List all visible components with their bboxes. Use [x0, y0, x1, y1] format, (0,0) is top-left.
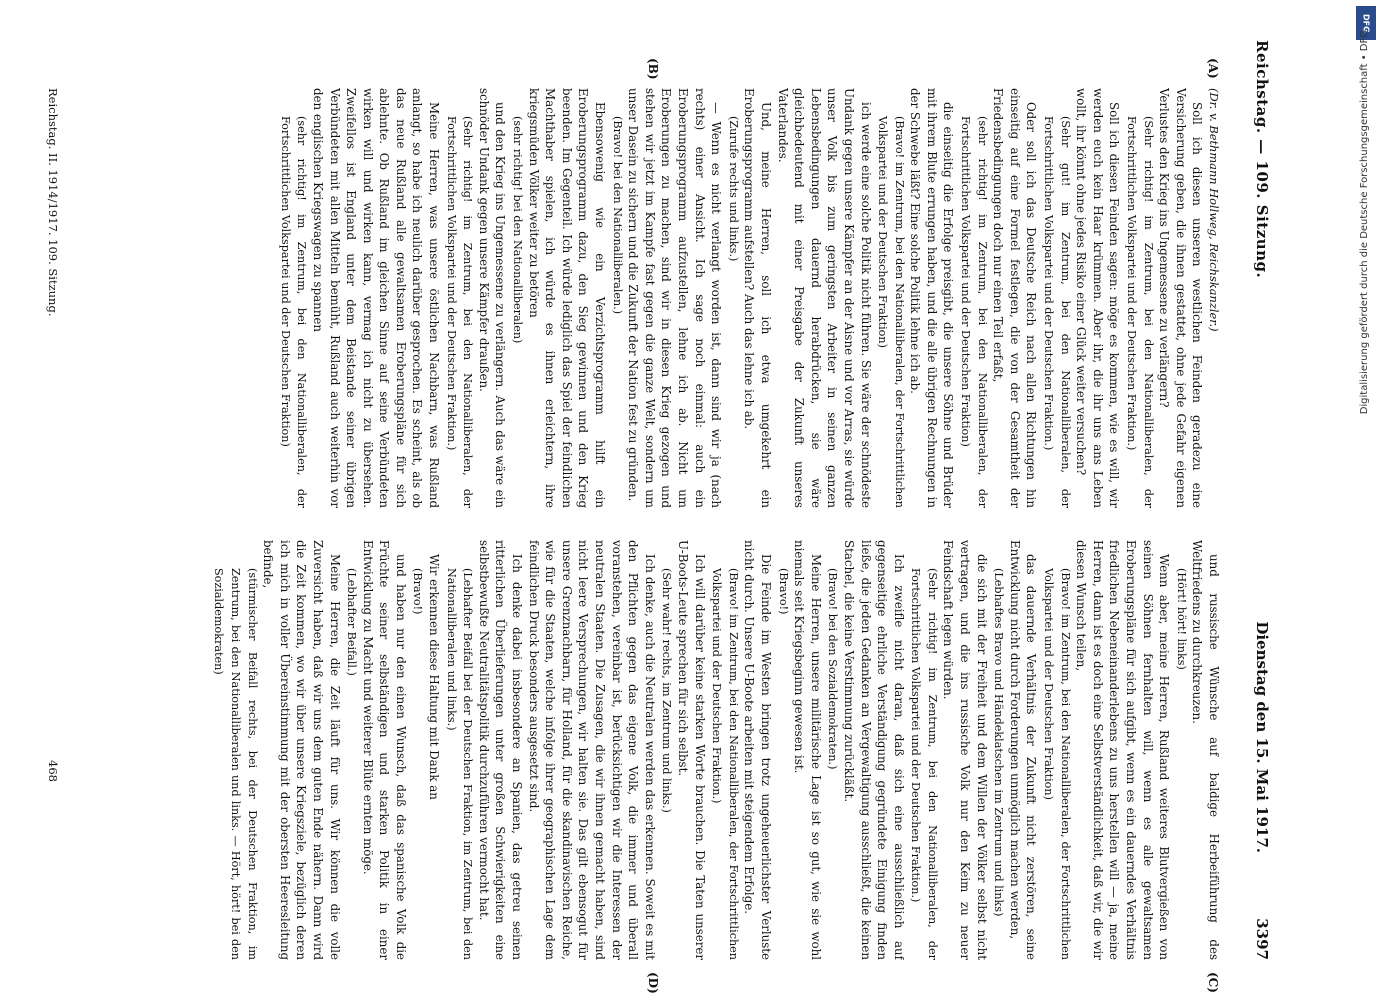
- speech-paragraph: das dauernde Verhältnis der Zukunft nicht zerstören, seine Entwicklung nicht durch Forderungen unmöglich machen werden,: [1007, 540, 1039, 960]
- speech-paragraph: Und, meine Herren, soll ich etwa umgekehrt ein Eroberungsprogramm aufstellen? Auch das lehne ich ab.: [742, 88, 773, 508]
- speech-paragraph: Die Feinde im Westen bringen trotz ungeheuerlichster Verluste nicht durch. Unsere U-Boote arbeiten mit steigendem Erfolge.: [742, 540, 773, 960]
- speech-paragraph: Soll ich diesen Feinden sagen: möge es kommen, wie es will, wir werden euch kein Haar krümmen. Aber ihr, die ihr uns ans Leben wollt, ihr könnt ohne jedes Risiko einer Glück weiter versuchen?: [1074, 88, 1122, 508]
- speech-paragraph: die sich mit der Freiheit und dem Willen der Völker selbst nicht vertragen, und die ins russische Volk nur den Keim zu neuer Feindschaft legen würden.: [941, 540, 989, 960]
- speech-paragraph: Ebensowenig wie ein Verzichtsprogramm hilft ein Eroberungsprogramm dazu, den Sieg gewinnen und den Krieg beenden. Im Gegenteil. Ich würde lediglich das Spiel der feindlichen Machthaber spielen, ich würde es ihnen erleichtern, ihre kriegsmüden Völker weiter zu betören: [526, 88, 608, 508]
- speech-paragraph: und den Krieg ins Ungemessene zu verlängern. Auch das wäre ein schnöder Undank gegen unsere Kämpfer draußen.: [476, 88, 508, 508]
- speaker-note: (Dr. v. Bethmann Hollweg, Reichskanzler.): [1207, 88, 1221, 332]
- speech-paragraph: Wir erkennen diese Haltung mit Dank an: [427, 554, 442, 800]
- reaction-note: (sehr richtig! bei den Nationalliberalen): [511, 116, 525, 344]
- reaction-note: (sehr richtig! im Zentrum, bei den Nationalliberalen, der Fortschrittlichen Volkspartei und der Deutschen Fraktion): [278, 116, 309, 508]
- margin-marker-d: (D): [646, 972, 660, 994]
- reaction-note: (sehr richtig! im Zentrum, bei den Nationalliberalen, der Fortschrittlichen Volkspartei und der Deutschen Fraktion): [959, 116, 989, 508]
- reaction-note: (Sehr richtig! im Zentrum, bei den Nationalliberalen, der Fortschrittlichen Volkspartei und der Deutschen Fraktion.): [444, 116, 475, 508]
- reaction-note: (Lebhafter Beifall.): [345, 568, 359, 676]
- reaction-note: (Sehr richtig! im Zentrum, bei den Nationalliberalen, der Fortschrittlichen Volkspartei und der Deutschen Fraktion.): [1125, 116, 1155, 508]
- dfg-logo: DFG: [1356, 6, 1376, 40]
- speech-paragraph: und haben nur den einen Wunsch, daß das spanische Volk die Früchte seiner selbständigen und starken Politik in einer Entwicklung zu Macht und weiterer Blüte ernten möge.: [360, 540, 408, 960]
- speech-paragraph: Meine Herren, die Zeit läuft für uns. Wir können die volle Zuversicht haben, daß wir uns dem guten Ende nähern. Dann wird die Zeit kommen, wo wir über unsere Kriegsziele, bezüglich deren ich mich in voller Übereinstimmung mit der obersten Heeresleitung befinde,: [261, 540, 342, 960]
- reaction-note: (stürmischer Beifall rechts, bei der Deutschen Fraktion, im Zentrum, bei den Nationalliberalen und links. — Hört, hört! bei den Sozialdemokraten): [212, 568, 259, 960]
- margin-marker-c: (C): [1206, 972, 1220, 993]
- speech-paragraph: und russische Wünsche auf baldige Herbeiführung des Weltfriedens zu durchkreuzen.: [1190, 540, 1221, 960]
- right-text-column: [72, 540, 1222, 960]
- header-page-number: 3397: [1253, 918, 1271, 960]
- header-date: Dienstag den 15. Mai 1917.: [1253, 621, 1271, 854]
- margin-marker-b: (B): [646, 58, 660, 80]
- speech-paragraph: die einseitig die Erfolge preisgibt, die unsere Söhne und Brüder mit ihrem Blute errungen haben, und die alle übrigen Rechnungen in der Schwebe läßt? Eine solche Politik lehne ich ab.: [908, 88, 956, 508]
- speech-paragraph: Meine Herren, was unsere östlichen Nachbarn, was Rußland anlangt, so habe ich neulich darüber gesprochen. Es scheint, als ob das neue Rußland alle gewaltsamen Eroberungspläne für sich ablehnte. Ob Rußland im gleichen Sinne auf seine Verbündeten wirken will und wirken kann, vermag ich nicht zu übersehen. Zweifellos ist England unter dem Beistande seiner übrigen Verbündeten mit allen Mitteln bemüht, Rußland auch weiterhin vor den englischen Kriegswagen zu spannen: [310, 88, 442, 508]
- reaction-note: (Bravo!): [411, 568, 425, 615]
- reaction-note: (Sehr richtig! im Zentrum, bei den Nationalliberalen, der Fortschrittlichen Volkspartei und der Deutschen Fraktion.): [909, 568, 939, 960]
- reaction-note: (Sehr gut! im Zentrum, bei den Nationalliberalen, der Fortschrittlichen Volkspartei und der Deutschen Fraktion.): [1042, 116, 1072, 508]
- speech-paragraph: Meine Herren, unsere militärische Lage ist so gut, wie sie wohl niemals seit Kriegsbeginn gewesen ist.: [792, 540, 823, 960]
- speech-paragraph: Ich zweifle nicht daran, daß sich eine ausschließlich auf gegenseitige ehrliche Verständigung gegründete Einigung finden ließe, die jeden Gedanken an Vergewaltigung ausschließt, die keinen Stachel, die keine Verstimmung zurückläßt.: [841, 540, 906, 960]
- reaction-note: (Lebhaftes Bravo und Händeklatschen im Zentrum und links): [992, 568, 1006, 917]
- rotated-page-content: [10, 0, 1310, 1000]
- page-header-left: [1242, 40, 1282, 600]
- reaction-note: (Bravo! bei den Sozialdemokraten.): [826, 568, 840, 770]
- speech-paragraph: Ich denke dabei insbesondere an Spanien, das getreu seinen ritterlichen Überlieferungen unter großen Schwierigkeiten eine selbstbewußte Neutralitätspolitik durchzuführen vermocht hat.: [476, 540, 525, 960]
- reaction-note: (Bravo! im Zentrum, bei den Nationalliberalen, der Fortschrittlichen Volkspartei und der Deutschen Fraktion.): [710, 568, 740, 960]
- speech-paragraph: Soll ich diesen unseren westlichen Feinden geradezu eine Versicherung geben, die ihnen gestattet, ohne jede Gefahr eigenen Verlustes den Krieg ins Ungemessene zu verlängern?: [1157, 88, 1205, 508]
- reaction-note: (Sehr wahr! rechts, im Zentrum und links.): [660, 568, 674, 813]
- speech-paragraph: Wenn aber, meine Herren, Rußland weiteres Blutvergießen von seinen Söhnen fernhalten will, wenn es alle gewaltsamen Eroberungspläne für sich aufgibt, wenn es ein dauerndes Verhältnis friedlichen Nebeneinanderlebens zu uns herstellen will — ja, meine Herren, dann ist es doch eine Selbstverständlichkeit, daß wir, die wir diesen Wunsch teilen,: [1074, 540, 1172, 960]
- reaction-note: (Bravo! im Zentrum, bei den Nationalliberalen, der Fortschrittlichen Volkspartei und der Deutschen Fraktion): [1042, 568, 1072, 960]
- reaction-note: (Zurufe rechts und links.): [726, 116, 740, 262]
- sheet-number: 468: [46, 760, 60, 782]
- speech-paragraph: ich werde eine solche Politik nicht führen. Sie wäre der schnödeste Undank gegen unsere Kämpfer an der Aisne und vor Arras, sie würde unser Volk bis zum geringsten Arbeiter in seinen ganzen Lebensbedingungen dauernd herabdrücken, sie wäre gleichbedeutend mit einer Preisgabe der Zukunft unseres Vaterlandes.: [775, 88, 873, 508]
- header-title: Reichstag. — 109. Sitzung.: [1253, 40, 1271, 279]
- speech-paragraph: — Wenn es nicht verlangt worden ist, dann sind wir ja (nach rechts) einer Ansicht. Ich sage noch einmal: auch ein Eroberungsprogramm aufzustellen, lehne ich ab. Nicht um Eroberungen zu machen, sind wir in diesen Krieg gezogen und stehen wir jetzt im Kampfe fast gegen die ganze Welt, sondern um unser Dasein zu sichern und die Zukunft der Nation fest zu gründen.: [626, 88, 724, 508]
- speech-paragraph: Oder soll ich das Deutsche Reich nach allen Richtungen hin einseitig auf eine Formel festlegen, die von der Gesamtheit der Friedensbedingungen doch nur einen Teil erfaßt,: [991, 88, 1039, 508]
- speech-paragraph: Ich denke, auch die Neutralen werden das erkennen. Soweit es mit den Pflichten gegen das eigene Volk, die immer und überall voranstehen, vereinbar ist, berücksichtigen wir die Interessen der neutralen Staaten. Die Zusagen, die wir ihnen gemacht haben, sind nicht leere Versprechungen, wir halten sie. Das gilt ebensogut für unsere Grenznachbarn, für Holland, für die skandinavischen Reiche, wie für die Staaten, welche infolge ihrer geographischen Lage dem feindlichen Druck besonders ausgesetzt sind.: [526, 540, 657, 960]
- reaction-note: (Bravo! bei den Nationalliberalen.): [610, 116, 624, 315]
- reaction-note: (Bravo!): [776, 568, 790, 615]
- margin-marker-a: (A): [1206, 58, 1220, 79]
- reaction-note: (Lebhafter Beifall bei der Deutschen Fraktion, im Zentrum, bei den Nationalliberalen und links.): [444, 568, 475, 960]
- credit-text: Digitalisierung gefördert durch die Deutsche Forschungsgemeinschaft • DFG: [1359, 30, 1370, 415]
- speech-paragraph: Ich will darüber keine starken Worte brauchen. Die Taten unserer U-Boots-Leute sprechen für sich selbst.: [676, 540, 707, 960]
- digitization-credit: [1352, 30, 1378, 970]
- reaction-note: (Bravo! im Zentrum, bei den Nationalliberalen, der Fortschrittlichen Volkspartei und der Deutschen Fraktion): [876, 116, 906, 508]
- reaction-note: (Hört! hört! links): [1174, 568, 1188, 670]
- left-text-column: [72, 88, 1222, 508]
- page-header-right: [1242, 560, 1282, 960]
- page-footer: Reichstag. II. 1914/1917. 109. Sitzung.: [46, 88, 60, 317]
